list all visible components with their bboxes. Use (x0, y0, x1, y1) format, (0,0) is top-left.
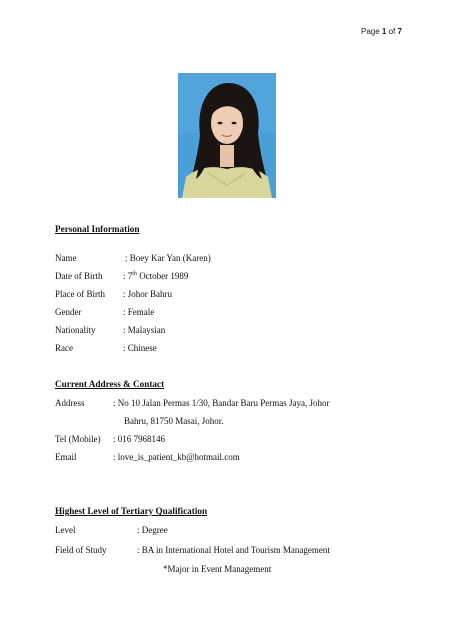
section-title-contact: Current Address & Contact (55, 379, 165, 389)
gender-value: : Female (123, 307, 155, 317)
address-line-1: : No 10 Jalan Permas 1/30, Bandar Baru Permas Jaya, Johor (113, 398, 330, 408)
email-value: : love_is_patient_kb@hotmail.com (113, 452, 240, 462)
email-label: Email (55, 452, 77, 462)
address-label: Address (55, 398, 85, 408)
person-photo-icon (178, 73, 276, 198)
dob-value: : 7th October 1989 (123, 271, 189, 281)
pob-label: Place of Birth (55, 289, 105, 299)
page-number: Page 1 of 7 (361, 27, 402, 36)
dob-label: Date of Birth (55, 271, 103, 281)
nationality-value: : Malaysian (123, 325, 166, 335)
level-label: Level (55, 525, 76, 535)
name-label: Name (55, 253, 77, 263)
tel-value: : 016 7968146 (113, 434, 166, 444)
race-value: : Chinese (123, 343, 157, 353)
address-line-2: Bahru, 81750 Masai, Johor. (124, 416, 224, 426)
field-value: : BA in International Hotel and Tourism Management (137, 545, 330, 555)
profile-photo (178, 73, 276, 198)
field-label: Field of Study (55, 545, 107, 555)
level-value: : Degree (137, 525, 168, 535)
name-value: : Boey Kar Yan (Karen) (125, 253, 211, 263)
tel-label: Tel (Mobile) (55, 434, 101, 444)
nationality-label: Nationality (55, 325, 96, 335)
race-label: Race (55, 343, 73, 353)
major-note: *Major in Event Management (163, 564, 272, 574)
pob-value: : Johor Bahru (123, 289, 172, 299)
gender-label: Gender (55, 307, 82, 317)
section-title-personal: Personal Information (55, 224, 140, 234)
section-title-qualification: Highest Level of Tertiary Qualification (55, 506, 208, 516)
